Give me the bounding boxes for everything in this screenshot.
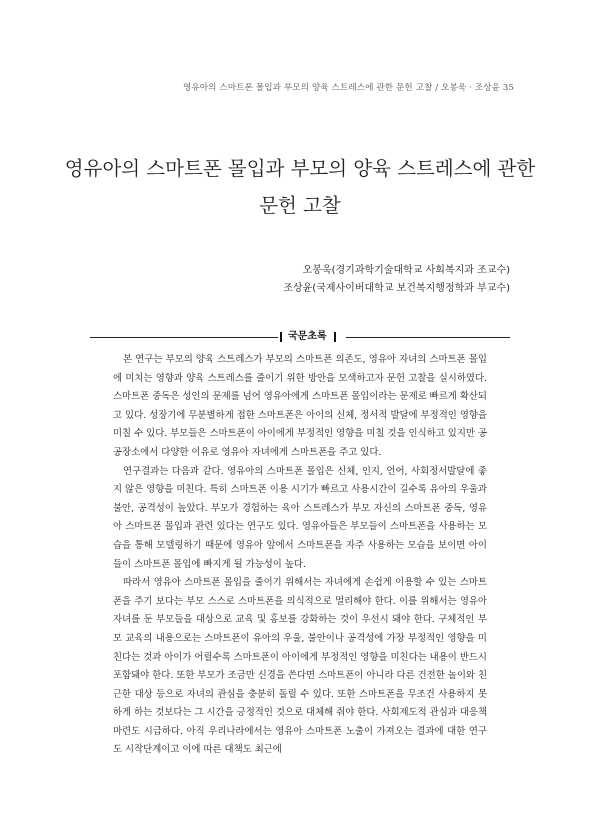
abstract-paragraph-2: 연구결과는 다음과 같다. 영유아의 스마트폰 몰입은 신체, 인지, 언어, 사회정서발달에 좋지 않은 영향을 미친다. 특히 스마트폰 이용 시기가 빠르고 사용시간이 길수록 유아의 우울과 불안, 공격성이 높았다. 부모가 경험하는 육아 스트레스가 부모 자신의 스마트폰 중독, 영유아 스마트폰 몰입과 관련 있다는 연구도 있다. 영유아들은 부모들이 스마트폰을 사용하는 모습을 통해 모델링하기 때문에 영유아 앞에서 스마트폰을 자주 사용하는 모습을 보이면 아이들이 스마트폰 몰입에 빠지게 될 가능성이 높다.: [113, 465, 487, 570]
title-line-2: 문헌 고찰: [259, 194, 341, 217]
abstract-paragraph-1: 본 연구는 부모의 양육 스트레스가 부모의 스마트폰 의존도, 영유아 자녀의 스마트폰 몰입에 미치는 영향과 양육 스트레스를 줄이기 위한 방안을 모색하고자 문헌 고찰을 실시하였다. 스마트폰 중독은 성인의 문제를 넘어 영유아에게 스마트폰 몰입이라는 문제로 빠르게 확산되고 있다. 성장기에 무분별하게 접한 스마트폰은 아이의 신체, 정서적 발달에 부정적인 영향을 미칠 수 있다. 부모들은 스마트폰이 아이에게 부정적인 영향을 미칠 것을 인식하고 있지만 공공장소에서 다양한 이유로 영유아 자녀에게 스마트폰을 주고 있다.: [113, 354, 487, 458]
author-1: 오봉욱(경기과학기술대학교 사회복지과 조교수): [302, 265, 510, 276]
abstract-heading: [90, 330, 510, 344]
title-line-1: 영유아의 스마트폰 몰입과 부모의 양육 스트레스에 관한: [64, 157, 536, 180]
heading-bracket-left: [280, 332, 282, 342]
running-head: 영유아의 스마트폰 몰입과 부모의 양육 스트레스에 관한 문헌 고찰 / 오봉욱 · 조상윤 35: [182, 83, 514, 93]
paper-title: [60, 150, 540, 224]
abstract-paragraph-3: 따라서 영유아 스마트폰 몰입을 줄이기 위해서는 자녀에게 손쉽게 이용할 수 있는 스마트폰을 주기 보다는 부모 스스로 스마트폰을 의식적으로 멀리해야 한다. 이를 위해서는 영유아 자녀를 둔 부모들을 대상으로 교육 및 홍보를 강화하는 것이 우선시 돼야 한다. 구체적인 부모 교육의 내용으로는 스마트폰이 유아의 우울, 불안이나 공격성에 가장 부정적인 영향을 미친다는 것과 아이가 어릴수록 스마트폰이 아이에게 부정적인 영향을 미친다는 내용이 반드시 포함돼야 한다. 또한 부모가 조금만 신경을 쓴다면 스마트폰이 아니라 다른 건전한 놀이와 친근한 대상 등으로 자녀의 관심을 충분히 돌릴 수 있다. 또한 스마트폰을 무조건 사용하지 못하게 하는 것보다는 그 시간을 긍정적인 것으로 대체해 줘야 한다. 사회제도적 관심과 대응책 마련도 시급하다. 아직 우리나라에서는 영유아 스마트폰 노출이 가져오는 결과에 대한 연구도 시작단계이고 이에 따른 대책도 최근에: [113, 577, 487, 756]
abstract-body: [113, 351, 487, 760]
author-block: [283, 262, 510, 298]
heading-rule-left: [90, 337, 278, 338]
author-2: 조상윤(국제사이버대학교 보건복지행정학과 부교수): [283, 283, 510, 294]
heading-rule-right: [346, 337, 510, 338]
heading-bracket-right: [334, 332, 336, 342]
abstract-label: 국문초록: [288, 331, 327, 342]
